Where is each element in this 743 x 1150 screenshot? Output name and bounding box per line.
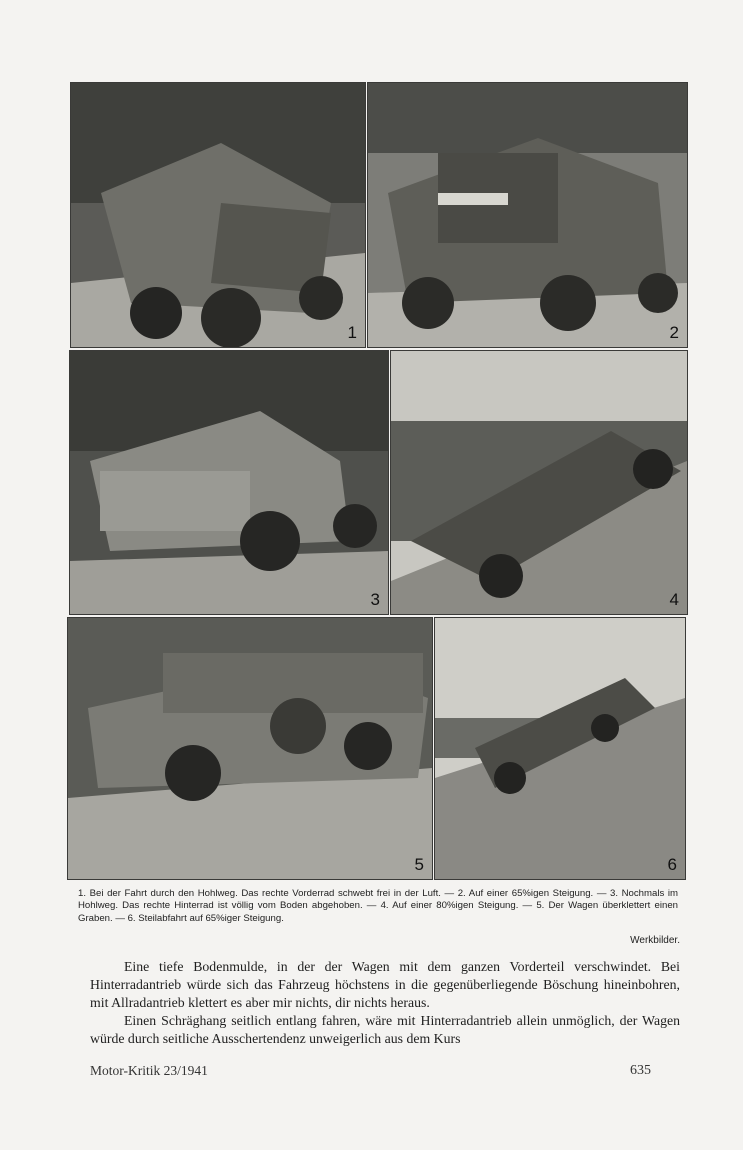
photo-number: 3 <box>370 590 380 609</box>
photo-5-image <box>68 618 432 879</box>
photo-number: 1 <box>347 323 357 342</box>
photo-5 <box>67 617 433 880</box>
photo-2 <box>367 82 688 348</box>
photo-number: 5 <box>414 855 424 874</box>
photo-number: 2 <box>669 323 679 342</box>
body-paragraph-2: Einen Schräghang seitlich entlang fahren, wäre mit Hinterradantrieb allein unmöglich, der Wagen würde durch seitliche Ausschertendenz unweigerlich aus dem Kurs <box>90 1013 680 1046</box>
photo-number: 6 <box>667 855 677 874</box>
page-number: 635 <box>630 1063 651 1078</box>
photo-4-image <box>391 351 687 614</box>
photo-6 <box>434 617 686 880</box>
photo-2-image <box>368 83 687 347</box>
photo-1-image <box>71 83 365 347</box>
photo-1 <box>70 82 366 348</box>
photo-4 <box>390 350 688 615</box>
photo-6-image <box>435 618 685 879</box>
photo-credit: Werkbilder. <box>630 935 680 946</box>
photo-caption: 1. Bei der Fahrt durch den Hohlweg. Das rechte Vorderrad schwebt frei in der Luft. — 2. Auf einer 65%igen Steigung. — 3. Nochmals im Hohlweg. Das rechte Hinterrad ist völlig vom Boden abgehoben. — 4. Auf einer 80%igen Steigung. — 5. Der Wagen überklettert einen Graben. — 6. Steilabfahrt auf 65%iger Steigung. <box>78 888 678 924</box>
journal-issue: Motor-Kritik 23/1941 <box>90 1063 208 1078</box>
body-paragraph-1: Eine tiefe Bodenmulde, in der der Wagen mit dem ganzen Vorderteil verschwindet. Bei Hinterradantrieb würde sich das Fahrzeug höchstens in die gegenüberliegende Böschung hineinbohren, mit Allradantrieb klettert es aber mir nichts, dir nichts heraus. <box>90 959 680 1010</box>
photo-3 <box>69 350 389 615</box>
photo-number: 4 <box>669 590 679 609</box>
photo-3-image <box>70 351 388 614</box>
